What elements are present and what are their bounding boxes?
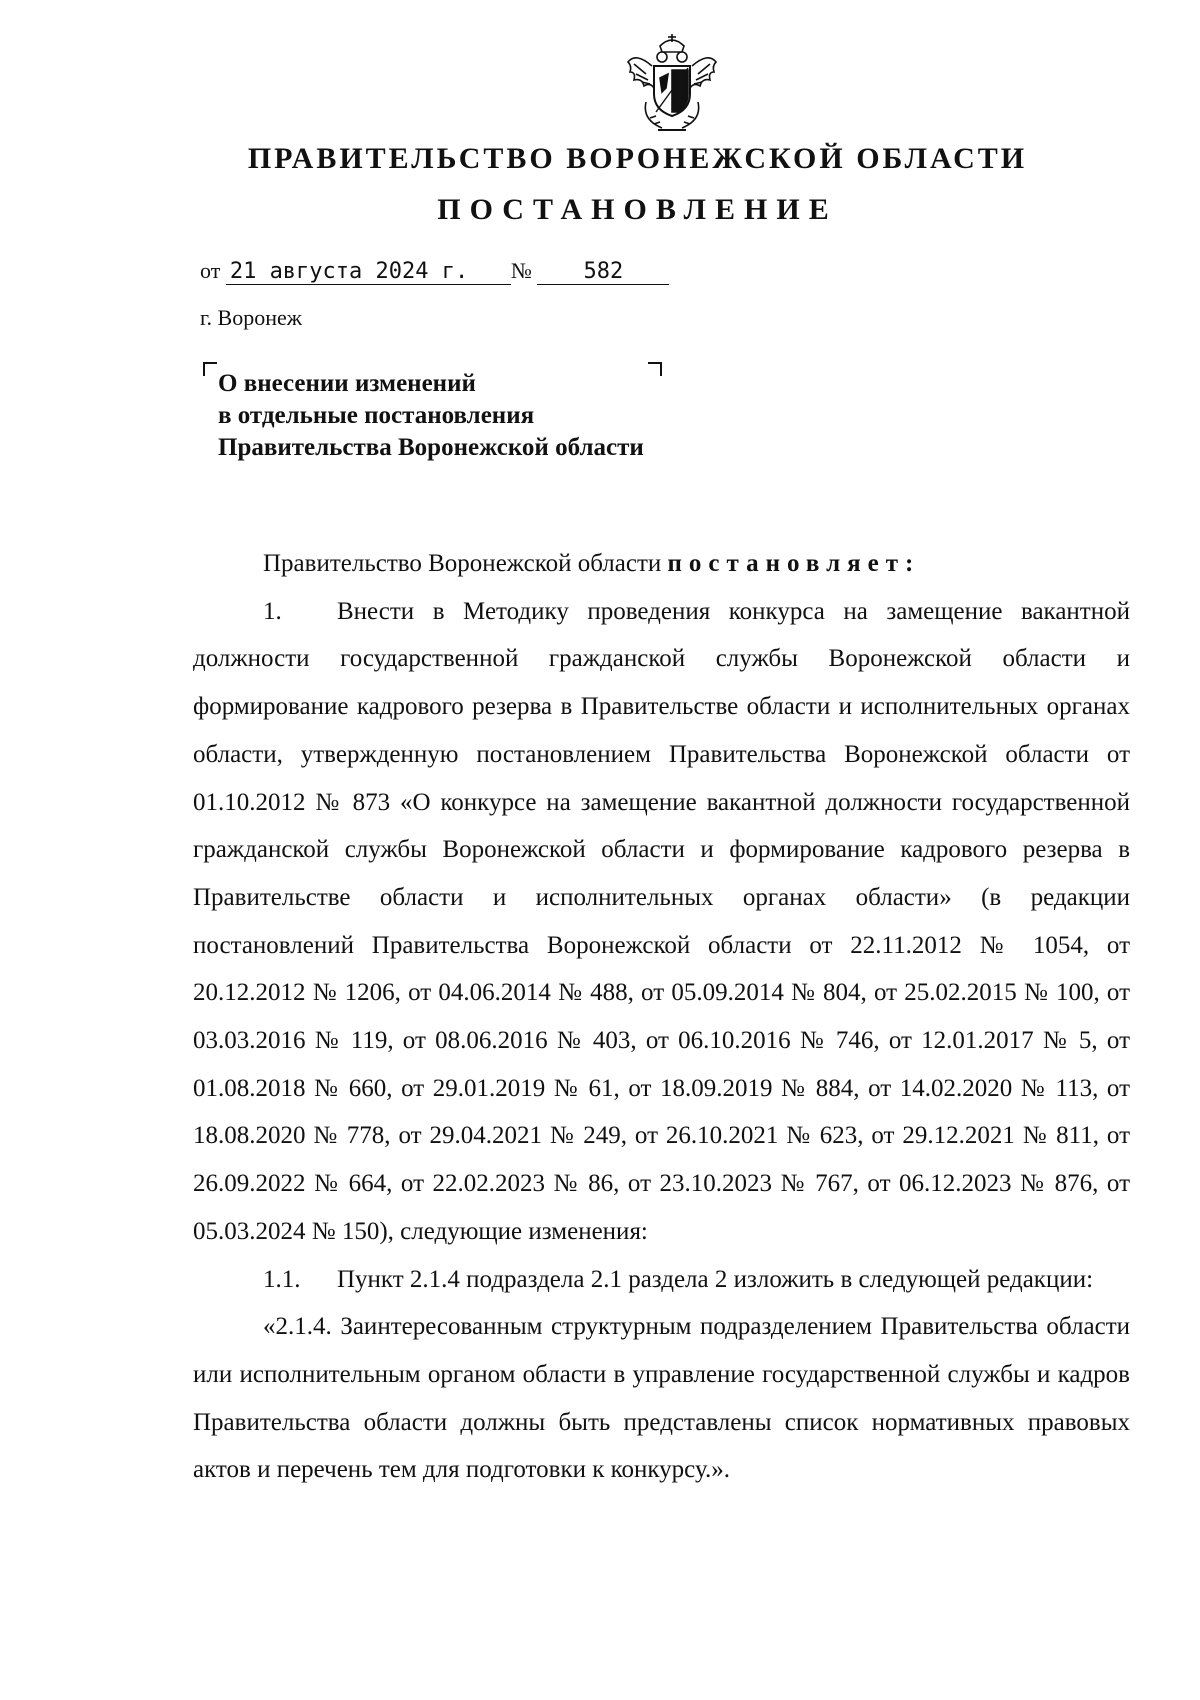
paragraph-text: Пункт 2.1.4 подраздела 2.1 раздела 2 изложить в следующей редакции: [337,1265,1094,1293]
subject-line: О внесении изменений [218,370,476,397]
paragraph-number: 1.1. [263,1265,301,1293]
from-label: от [200,258,221,283]
city-label: г. Воронеж [200,305,302,330]
quoted-paragraph: «2.1.4. Заинтересованным структурным подразделением Правительства области или исполнительным органом области в управление государственной службы и кадров Правительства области должны быть представлены список нормативных правовых актов и перечень тем для подготовки к конкурсу.». [193,1313,1130,1484]
date-number-line [200,258,669,285]
document-body [193,540,1130,1494]
document-type: ПОСТАНОВЛЕНИЕ [437,193,838,226]
number-sign: № [510,258,532,283]
subject-line: Правительства Воронежской области [218,434,644,461]
subject-corner-right [648,362,662,376]
paragraph-number: 1. [263,597,282,625]
paragraph-text: Внести в Методику проведения конкурса на замещение вакантной должности государственной гражданской службы Воронежской области и формирование кадрового резерва в Правительстве области и исполнительных органах области, утвержденную постановлением Правительства Воронежской области от 01.10.2012 № 873 «О конкурсе на замещение вакантной должности государственной гражданской службы Воронежской области и формирование кадрового резерва в Правительстве области и исполнительных органах области» (в редакции постановлений Правительства Воронежской области от 22.11.2012 № 1054, от 20.12.2012 № 1206, от 04.06.2014 № 488, от 05.09.2014 № 804, от 25.02.2015 № 100, от 03.03.2016 № 119, от 08.06.2016 № 403, от 06.10.2016 № 746, от 12.01.2017 № 5, от 01.08.2018 № 660, от 29.01.2019 № 61, от 18.09.2019 № 884, от 14.02.2020 № 113, от 18.08.2020 № 778, от 29.04.2021 № 249, от 26.10.2021 № 623, от 29.12.2021 № 811, от 26.09.2022 № 664, от 22.02.2023 № 86, от 23.10.2023 № 767, от 06.12.2023 № 876, от 05.03.2024 № 150), следующие изменения: [193,597,1130,1245]
intro-paragraph [193,540,1130,588]
organization-name: ПРАВИТЕЛЬСТВО ВОРОНЕЖСКОЙ ОБЛАСТИ [247,142,1028,175]
subject-line: в отдельные постановления [218,402,535,429]
paragraph-1 [193,588,1130,1256]
intro-text: Правительство Воронежской области [263,550,668,577]
coat-of-arms-icon [622,32,722,134]
document-subject [218,368,644,464]
document-number: 582 [537,259,669,285]
paragraph-1-1 [193,1256,1130,1304]
document-date: 21 августа 2024 г. [226,259,511,285]
decree-word: постановляет: [667,550,921,577]
subject-corner-left [203,362,217,376]
